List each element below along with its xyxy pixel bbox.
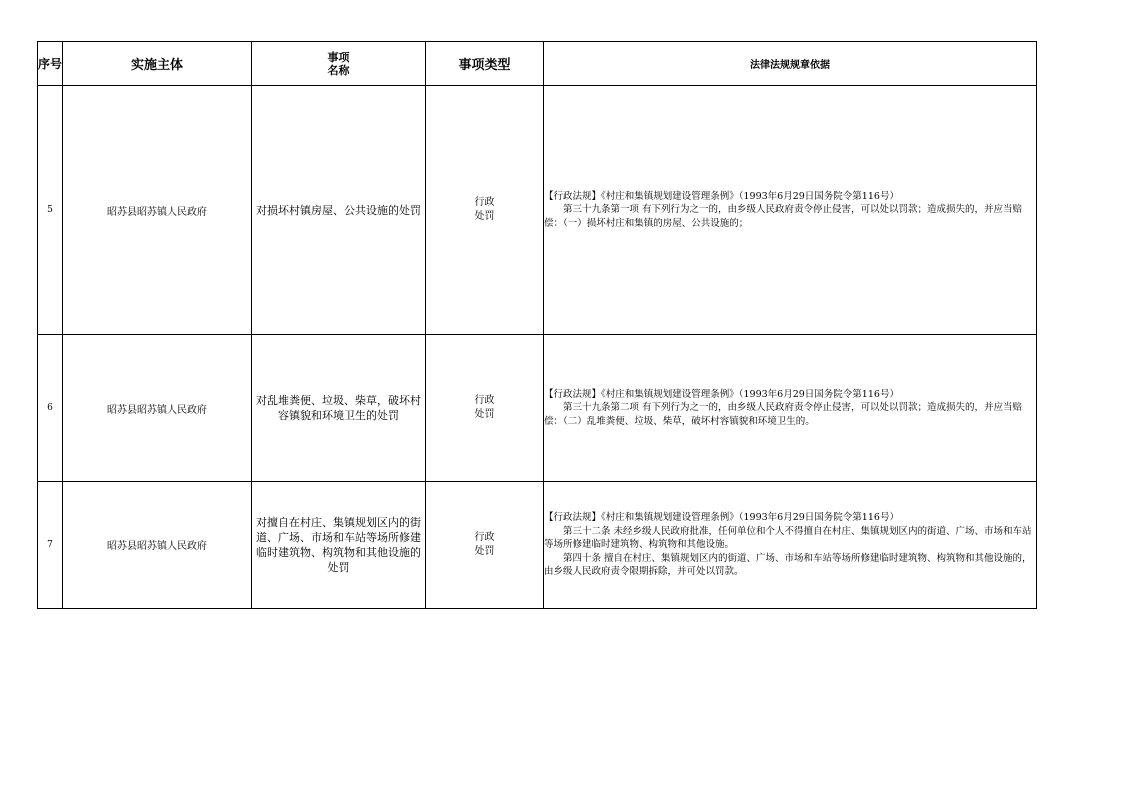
table-row: [38, 86, 1037, 335]
header-seq: 序号: [38, 42, 63, 86]
cell-item-name: 对擅自在村庄、集镇规划区内的街道、广场、市场和车站等场所修建临时建筑物、构筑物和其他设施的处罚: [252, 481, 426, 608]
basis-clause: 第三十九条第一项 有下列行为之一的，由乡级人民政府责令停止侵害，可以处以罚款；造成损失的，并应当赔偿：（一）损坏村庄和集镇的房屋、公共设施的；: [544, 204, 1023, 229]
cell-item-type: [426, 335, 544, 481]
header-item-name-line2: 名称: [327, 63, 350, 77]
header-item-name-line1: 事项: [327, 50, 350, 64]
basis-clause: 第四十条 擅自在村庄、集镇规划区内的街道、广场、市场和车站等场所修建临时建筑物、构筑物和其他设施的，由乡级人民政府责令限期拆除，并可处以罚款。: [544, 552, 1032, 578]
cell-legal-basis: [544, 335, 1037, 481]
header-item-type: 事项类型: [426, 42, 544, 86]
table-row: [38, 481, 1037, 608]
cell-seq: 6: [38, 335, 63, 481]
cell-item-type-line2: 处罚: [474, 545, 495, 557]
basis-source: 【行政法规】《村庄和集镇规划建设管理条例》（1993年6月29日国务院令第116号）: [544, 190, 899, 202]
cell-item-type: [426, 481, 544, 608]
cell-seq: 5: [38, 86, 63, 335]
header-legal-basis: 法律法规规章依据: [544, 42, 1037, 86]
header-item-name: [252, 42, 426, 86]
cell-item-type-line1: 行政: [474, 531, 495, 543]
basis-clause: 第三十二条 未经乡级人民政府批准，任何单位和个人不得擅自在村庄、集镇规划区内的街道、广场、市场和车站等场所修建临时建筑物、构筑物和其他设施。: [544, 525, 1032, 551]
header-row: [38, 42, 1037, 86]
admin-penalty-table: [37, 41, 1037, 609]
cell-item-type-line2: 处罚: [474, 409, 495, 421]
table-row: [38, 335, 1037, 481]
cell-item-type: [426, 86, 544, 335]
cell-subject: 昭苏县昭苏镇人民政府: [63, 86, 252, 335]
cell-item-type-line2: 处罚: [474, 211, 495, 223]
cell-seq: 7: [38, 481, 63, 608]
basis-source: 【行政法规】《村庄和集镇规划建设管理条例》（1993年6月29日国务院令第116号）: [544, 388, 899, 400]
basis-source: 【行政法规】《村庄和集镇规划建设管理条例》（1993年6月29日国务院令第116号）: [544, 512, 899, 524]
basis-clause: 第三十九条第二项 有下列行为之一的，由乡级人民政府责令停止侵害，可以处以罚款；造成损失的，并应当赔偿：（二）乱堆粪便、垃圾、柴草，破坏村容镇貌和环境卫生的。: [544, 402, 1023, 427]
header-subject: 实施主体: [63, 42, 252, 86]
cell-subject: 昭苏县昭苏镇人民政府: [63, 335, 252, 481]
cell-legal-basis: [544, 481, 1037, 608]
cell-item-type-line1: 行政: [474, 197, 495, 209]
cell-subject: 昭苏县昭苏镇人民政府: [63, 481, 252, 608]
cell-item-name: 对损坏村镇房屋、公共设施的处罚: [252, 86, 426, 335]
cell-item-type-line1: 行政: [474, 395, 495, 407]
cell-legal-basis: [544, 86, 1037, 335]
cell-item-name: 对乱堆粪便、垃圾、柴草，破坏村容镇貌和环境卫生的处罚: [252, 335, 426, 481]
